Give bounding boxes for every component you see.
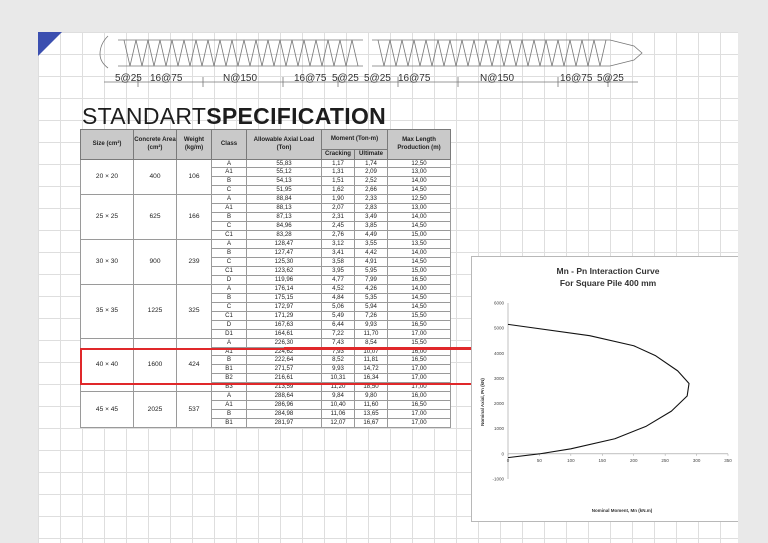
cell-length: 17,00 [388,329,451,338]
x-tick-label: 200 [629,457,638,463]
y-tick-label: 5000 [493,325,504,331]
dim-label: 5@25 [364,73,391,84]
cell-length: 17,00 [388,374,451,383]
page-title [82,103,386,130]
cell-cracking: 2,45 [322,222,355,231]
cell-cracking: 7,93 [322,347,355,356]
cell-class: A [212,284,247,293]
col-header-moment: Moment (Ton-m) [322,130,388,150]
cell-ultimate: 11,70 [355,329,388,338]
cell-class: A [212,240,247,249]
title-bold: SPECIFICATION [206,103,387,129]
cell-ultimate: 2,52 [355,177,388,186]
cell-length: 16,00 [388,392,451,401]
cell-load: 226,30 [247,338,322,347]
cell-length: 14,50 [388,302,451,311]
col-header-load: Allowable Axial Load (Ton) [247,130,322,160]
cell-class: A1 [212,204,247,213]
x-tick-label: 350 [724,457,732,463]
cell-cracking: 1,62 [322,186,355,195]
cell-length: 16,50 [388,320,451,329]
cell-ultimate: 4,91 [355,257,388,266]
cell-cracking: 2,76 [322,231,355,240]
group-weight: 106 [177,159,212,195]
cell-ultimate: 16,34 [355,374,388,383]
group-area: 900 [134,240,177,285]
cell-load: 175,15 [247,293,322,302]
cell-load: 216,61 [247,374,322,383]
group-weight: 424 [177,338,212,392]
x-tick-label: 0 [506,457,510,463]
x-tick-label: 50 [536,457,542,463]
cell-length: 13,00 [388,204,451,213]
cell-cracking: 10,40 [322,401,355,410]
cell-length: 14,50 [388,293,451,302]
cell-load: 128,47 [247,240,322,249]
x-tick-label: 250 [661,457,669,463]
cell-length: 12,50 [388,195,451,204]
cell-cracking: 12,07 [322,419,355,428]
group-weight: 166 [177,195,212,240]
group-area: 1600 [134,338,177,392]
cell-load: 164,61 [247,329,322,338]
group-size: 30 × 30 [81,240,134,285]
cell-cracking: 7,43 [322,338,355,347]
cell-class: A1 [212,347,247,356]
cell-ultimate: 4,42 [355,249,388,258]
y-tick-label: 3000 [493,375,504,381]
cell-cracking: 3,58 [322,257,355,266]
cell-ultimate: 2,33 [355,195,388,204]
title-light: STANDART [82,103,207,129]
cell-ultimate: 3,55 [355,240,388,249]
cell-class: A [212,338,247,347]
cell-length: 15,00 [388,266,451,275]
cell-ultimate: 2,66 [355,186,388,195]
cell-class: B [212,249,247,258]
cell-length: 17,00 [388,419,451,428]
col-header-weight: Weight (kg/m) [177,130,212,160]
dim-label: 16@75 [150,73,183,84]
cell-length: 14,50 [388,257,451,266]
cell-load: 286,96 [247,401,322,410]
cell-ultimate: 8,54 [355,338,388,347]
dim-label: 5@25 [332,73,359,84]
dim-label: 16@75 [560,73,593,84]
cell-length: 15,50 [388,311,451,320]
table-row [81,284,451,293]
cell-cracking: 11,20 [322,383,355,392]
cell-ultimate: 13,65 [355,410,388,419]
cell-length: 13,50 [388,240,451,249]
cell-class: B1 [212,419,247,428]
cell-cracking: 2,07 [322,204,355,213]
cell-ultimate: 5,94 [355,302,388,311]
cell-class: C1 [212,231,247,240]
cell-length: 14,50 [388,186,451,195]
chart-title: Mn - Pn Interaction Curve [556,266,660,276]
cell-cracking: 4,77 [322,275,355,284]
group-size: 25 × 25 [81,195,134,240]
cell-load: 119,96 [247,275,322,284]
col-header-class: Class [212,130,247,160]
cell-class: B [212,410,247,419]
cell-class: C [212,257,247,266]
cell-cracking: 1,51 [322,177,355,186]
cell-load: 176,14 [247,284,322,293]
cell-class: B [212,293,247,302]
cell-load: 83,28 [247,231,322,240]
dim-label: 5@25 [597,73,624,84]
cell-length: 17,00 [388,383,451,392]
cell-class: B [212,213,247,222]
cell-cracking: 11,06 [322,410,355,419]
chart-subtitle: For Square Pile 400 mm [559,278,657,288]
y-tick-label: 1000 [493,426,504,432]
y-tick-label: 0 [501,451,504,457]
cell-length: 12,50 [388,159,451,168]
cell-class: C [212,186,247,195]
cell-load: 284,98 [247,410,322,419]
y-tick-label: 6000 [493,300,504,306]
cell-length: 14,00 [388,213,451,222]
cell-cracking: 3,41 [322,249,355,258]
cell-load: 167,63 [247,320,322,329]
chart-xlabel: Nominal Moment, Mn (kN.m) [591,508,653,513]
cell-class: C [212,302,247,311]
chart-ylabel: Nominal Axial, Pn (kN) [480,378,485,426]
group-area: 625 [134,195,177,240]
x-tick-label: 150 [598,457,607,463]
cell-ultimate: 4,49 [355,231,388,240]
cell-ultimate: 7,26 [355,311,388,320]
dim-label: 16@75 [294,73,327,84]
group-area: 1225 [134,284,177,338]
cell-ultimate: 9,80 [355,392,388,401]
cell-length: 14,00 [388,284,451,293]
cell-load: 224,62 [247,347,322,356]
col-header-area: Concrete Area (cm²) [134,130,177,160]
cell-ultimate: 9,93 [355,320,388,329]
cell-cracking: 10,31 [322,374,355,383]
cell-load: 213,59 [247,383,322,392]
table-row [81,338,451,347]
cell-cracking: 6,44 [322,320,355,329]
y-tick-label: 4000 [493,350,504,356]
cell-length: 14,00 [388,249,451,258]
cell-class: B1 [212,365,247,374]
dim-label: N@150 [223,73,258,84]
cell-ultimate: 11,81 [355,356,388,365]
group-size: 45 × 45 [81,392,134,428]
cell-load: 222,64 [247,356,322,365]
group-weight: 325 [177,284,212,338]
group-size: 40 × 40 [81,338,134,392]
table-row [81,159,451,168]
cell-cracking: 5,49 [322,311,355,320]
cell-load: 288,64 [247,392,322,401]
cell-ultimate: 2,83 [355,204,388,213]
cell-load: 55,12 [247,168,322,177]
cell-cracking: 1,31 [322,168,355,177]
cell-cracking: 8,52 [322,356,355,365]
x-tick-label: 300 [692,457,701,463]
cell-class: A [212,159,247,168]
cell-length: 16,00 [388,347,451,356]
x-tick-label: 100 [567,457,575,463]
cell-ultimate: 10,07 [355,347,388,356]
cell-load: 125,30 [247,257,322,266]
cell-load: 88,84 [247,195,322,204]
table-body [81,159,451,428]
table-row [81,240,451,249]
cell-ultimate: 2,09 [355,168,388,177]
y-tick-label: 2000 [493,401,504,407]
cell-ultimate: 18,50 [355,383,388,392]
cell-cracking: 9,84 [322,392,355,401]
col-header-length: Max Length Production (m) [388,130,451,160]
highlight-box-35x35 [80,348,498,385]
cell-length: 16,50 [388,275,451,284]
cell-class: B2 [212,374,247,383]
cell-class: D [212,320,247,329]
interaction-chart-svg [472,257,738,521]
cell-ultimate: 1,74 [355,159,388,168]
cell-class: C1 [212,311,247,320]
group-area: 400 [134,159,177,195]
cell-ultimate: 3,85 [355,222,388,231]
cell-class: A1 [212,168,247,177]
cell-ultimate: 16,67 [355,419,388,428]
cell-class: A [212,195,247,204]
cell-load: 55,83 [247,159,322,168]
group-weight: 239 [177,240,212,285]
cell-cracking: 2,31 [322,213,355,222]
dim-label: 16@75 [398,73,431,84]
cell-length: 13,00 [388,168,451,177]
y-tick-label: -1000 [492,476,504,482]
cell-ultimate: 5,35 [355,293,388,302]
cell-length: 17,00 [388,365,451,374]
cell-cracking: 3,12 [322,240,355,249]
interaction-chart [471,256,738,522]
cell-cracking: 1,90 [322,195,355,204]
col-header-ultimate: Ultimate [355,150,388,160]
table-row [81,195,451,204]
cell-ultimate: 5,95 [355,266,388,275]
cell-load: 172,97 [247,302,322,311]
cell-cracking: 1,17 [322,159,355,168]
cell-class: C1 [212,266,247,275]
cell-length: 15,50 [388,338,451,347]
group-size: 35 × 35 [81,284,134,338]
cell-ultimate: 7,99 [355,275,388,284]
cell-cracking: 3,95 [322,266,355,275]
cell-class: B3 [212,383,247,392]
cell-class: A1 [212,401,247,410]
cell-cracking: 5,06 [322,302,355,311]
pile-reinforcement-drawing [38,32,738,102]
cell-class: D [212,275,247,284]
cell-length: 15,00 [388,231,451,240]
cell-load: 88,13 [247,204,322,213]
table-row [81,392,451,401]
cell-cracking: 9,93 [322,365,355,374]
cell-load: 123,62 [247,266,322,275]
interaction-curve [508,324,689,457]
cell-ultimate: 14,72 [355,365,388,374]
col-header-size: Size (cm²) [81,130,134,160]
cell-load: 87,13 [247,213,322,222]
document-page [38,32,738,543]
cell-length: 16,50 [388,401,451,410]
dim-label: N@150 [480,73,515,84]
group-area: 2025 [134,392,177,428]
col-header-cracking: Cracking [322,150,355,160]
cell-cracking: 4,52 [322,284,355,293]
cell-ultimate: 3,49 [355,213,388,222]
cell-class: B [212,177,247,186]
cell-load: 51,95 [247,186,322,195]
cell-load: 271,57 [247,365,322,374]
cell-length: 14,00 [388,177,451,186]
cell-load: 127,47 [247,249,322,258]
cell-class: B [212,356,247,365]
cell-ultimate: 4,26 [355,284,388,293]
cell-load: 84,96 [247,222,322,231]
cell-load: 171,29 [247,311,322,320]
cell-cracking: 7,22 [322,329,355,338]
cell-class: C [212,222,247,231]
cell-length: 14,50 [388,222,451,231]
cell-length: 17,00 [388,410,451,419]
dim-label: 5@25 [115,73,142,84]
group-size: 20 × 20 [81,159,134,195]
cell-ultimate: 11,60 [355,401,388,410]
cell-cracking: 4,84 [322,293,355,302]
group-weight: 537 [177,392,212,428]
cell-class: D1 [212,329,247,338]
cell-class: A [212,392,247,401]
cell-load: 54,13 [247,177,322,186]
cell-length: 16,50 [388,356,451,365]
cell-load: 281,97 [247,419,322,428]
